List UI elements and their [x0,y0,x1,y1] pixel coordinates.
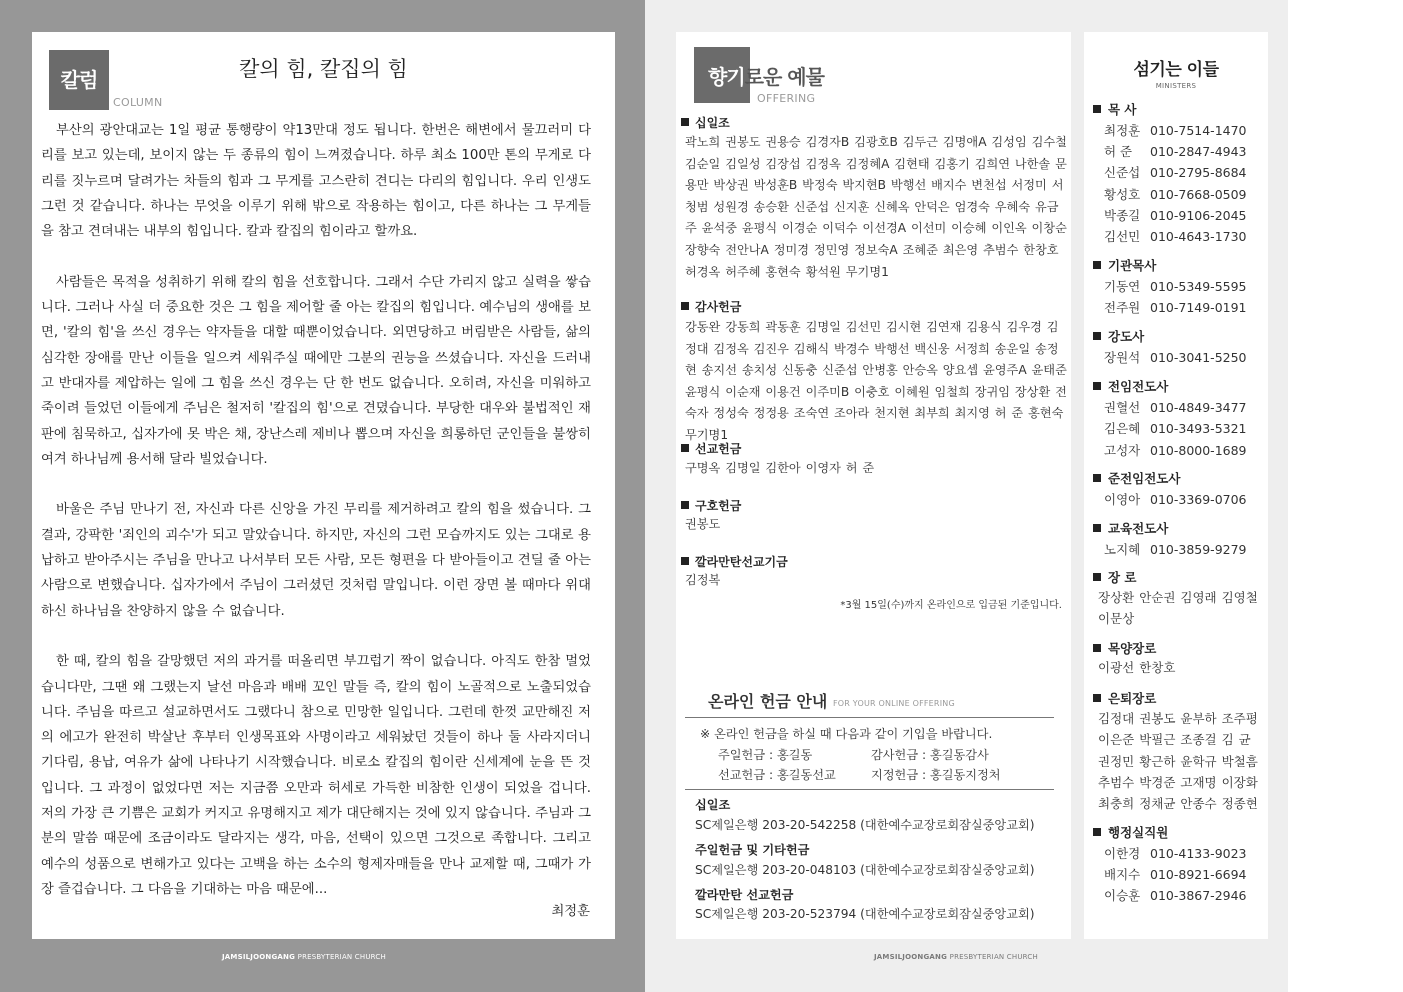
ministers-subtitle: MINISTERS [1155,82,1197,90]
minister-row: 기동연 010-5349-5595 [1104,279,1247,294]
divider [685,717,1054,718]
offering-page [676,32,1071,939]
minister-row: 권혈선 010-4849-3477 [1104,400,1247,415]
column-author: 최정훈 [551,904,590,919]
column-paragraph: 부산의 광안대교는 1일 평균 통행량이 약13만대 정도 됩니다. 한번은 해변에서 물끄러미 다리를 보고 있는데, 보이지 않는 두 종류의 힘이 느껴졌습니다. 하루 최소 100만 톤의 무게로 다리를 짓누르며 달려가는 차들의 힘과 그 무게를 고스란히 견디는 다리의 힘입니다. 우리 인생도 그런 것 같습니다. 하나는 무엇을 이루기 위해 밖으로 작용하는 힘이고, 다른 하나는 그 무게들을 참고 견뎌내는 내부의 힘입니다. 칼과 칼집의 힘이라고 할까요. [41,123,591,240]
minister-row: 황성호 010-7668-0509 [1104,187,1247,202]
square-bullet-icon [681,302,689,310]
example-row [718,765,1018,785]
offering-title-a: 향기 [708,65,745,89]
ministers-group-title: 행정실직원 [1093,823,1168,841]
offering-note: *3월 15일(수)까지 온라인으로 입금된 기준입니다. [840,600,1062,611]
account-number: SC제일은행 203-20-542258 (대한예수교장로회잠실중앙교회) [695,818,1035,832]
retired-elders-names: 김정대 권봉도 윤부하 조주평 이은준 박필근 조종걸 김 균 권정민 황근하 윤학규 박철흠 추범수 박경준 고재명 이장화 최충희 정채균 안종수 정종현 [1098,711,1258,812]
minister-row: 김선민 010-4643-1730 [1104,229,1247,244]
offering-section-title: 십일조 [681,114,730,131]
offering-title [708,61,824,90]
account-number: SC제일은행 203-20-048103 (대한예수교장로회잠실중앙교회) [695,863,1035,877]
column-title: 칼의 힘, 칼집의 힘 [239,57,408,81]
square-bullet-icon [1093,474,1101,482]
square-bullet-icon [1093,524,1101,532]
offering-section-names: 김정복 [685,573,721,587]
ministers-group-title: 기관목사 [1093,256,1156,274]
minister-row: 노지혜 010-3859-9279 [1104,542,1247,557]
shepherd-elders-names: 이광선 한창호 [1098,660,1176,675]
ministers-group-title: 장 로 [1093,568,1137,586]
footer-church-name-left [222,953,386,961]
offering-subtitle: OFFERING [757,92,816,105]
online-offering-subtitle: FOR YOUR ONLINE OFFERING [833,699,955,708]
ministers-title: 섬기는 이들 [1133,60,1219,80]
online-offering-examples [718,745,1018,785]
ministers-group-title: 목양장로 [1093,639,1156,657]
column-paragraph: 사람들은 목적을 성취하기 위해 칼의 힘을 선호합니다. 그래서 수단 가리지 않고 실력을 쌓습니다. 그러나 사실 더 중요한 것은 그 힘을 제어할 줄 아는 칼집의 힘입니다. 예수님의 생애를 보면, '칼의 힘'을 쓰신 경우는 약자들을 대할 때뿐이었습니다. 외면당하고 버림받은 사람들, 삶의 심각한 장애를 만난 이들을 일으켜 세워주실 때에만 그분의 권능을 쓰셨습니다. 자신을 드러내고 반대자를 제압하는 일에 그 힘을 쓰신 경우는 단 한 번도 없습니다. 오히려, 자신을 미워하고 죽이려 들었던 이들에게 주님은 철저히 '칼집의 힘'으로 견뎠습니다. 부당한 대우와 불법적인 재판에 침묵하고, 십자가에 못 박은 채, 장난스레 제비나 뽑으며 자신을 희롱하던 군인들을 불쌍히 여겨 하나님께 용서해 달라 빌었습니다. [41,274,591,467]
example-row [718,745,1018,765]
ministers-group-title: 은퇴장로 [1093,689,1156,707]
example-item: 선교헌금 : 홍길동선교 [718,768,836,782]
square-bullet-icon [1093,694,1101,702]
square-bullet-icon [681,118,689,126]
ministers-group-title: 목 사 [1093,100,1137,118]
square-bullet-icon [1093,573,1101,581]
square-bullet-icon [1093,644,1101,652]
online-offering-intro: ※ 온라인 헌금을 하실 때 다음과 같이 기입을 바랍니다. [700,727,993,741]
account-title: 주일헌금 및 기타헌금 [695,843,810,857]
square-bullet-icon [681,444,689,452]
footer-rest: PRESBYTERIAN CHURCH [949,953,1038,961]
ministers-group-title: 준전임전도사 [1093,469,1180,487]
elders-names: 장상환 안순권 김영래 김영철 이문상 [1098,590,1258,627]
minister-row: 신준섭 010-2795-8684 [1104,165,1247,180]
minister-row: 이한경 010-4133-9023 [1104,846,1247,861]
example-item: 지정헌금 : 홍길동지정처 [871,768,1001,782]
offering-section-title: 깔라만탄선교기금 [681,553,788,570]
account-number: SC제일은행 203-20-523794 (대한예수교장로회잠실중앙교회) [695,907,1035,921]
offering-section-title: 선교헌금 [681,440,741,457]
divider [685,789,1054,790]
ministers-group-title: 전임전도사 [1093,377,1168,395]
offering-section-title: 구호헌금 [681,497,741,514]
offering-section-names: 구명옥 김명일 김한아 이영자 허 준 [685,461,875,475]
account-title: 깔라만탄 선교헌금 [695,888,794,902]
account-title: 십일조 [695,798,731,812]
minister-row: 박종길 010-9106-2045 [1104,208,1247,223]
ministers-group-title: 강도사 [1093,327,1144,345]
footer-brand: JAMSILJOONGANG [222,953,296,961]
minister-row: 전주원 010-7149-0191 [1104,300,1247,315]
square-bullet-icon [1093,332,1101,340]
column-paragraph: 한 때, 칼의 힘을 갈망했던 저의 과거를 떠올리면 부끄럽기 짝이 없습니다. 아직도 한참 멀었습니다만, 그땐 왜 그랬는지 날선 마음과 배배 꼬인 말들 즉, 칼의 힘이 노골적으로 노출되었습니다. 주님을 따르고 설교하면서도 그랬다니 참으로 민망한 일입니다. 그런데 한껏 교만해진 저의 에고가 완전히 박살난 후부터 인생목표와 사명이라고 세워놨던 것들이 하나 둘 사라지더니 기다림, 용납, 여유가 삶에 나타나기 시작했습니다. 비로소 칼집의 힘이란 신세계에 눈을 뜬 것입니다. 그 과정이 없었다면 저는 지금쯤 오만과 허세로 가득한 비참한 인생이 되었을 겁니다. 저의 가장 큰 기쁨은 교회가 커지고 유명해지고 제가 대단해지는 것에 있지 않습니다. 주님과 그분의 말씀 때문에 조금이라도 달라지는 생각, 마음, 선택이 있으면 그것으로 족합니다. 그리고 예수의 성품으로 변해가고 있다는 고백을 하는 소수의 형제자매들을 만나 교제할 때, 그때가 가장 즐겁습니다. 그 다음을 기대하는 마음 때문에... [41,654,591,897]
minister-row: 고성자 010-8000-1689 [1104,443,1247,458]
minister-row: 최정훈 010-7514-1470 [1104,123,1247,138]
column-badge: 칼럼 [49,50,109,110]
minister-row: 이승훈 010-3867-2946 [1104,888,1247,903]
square-bullet-icon [1093,261,1101,269]
column-subtitle: COLUMN [113,96,163,109]
offering-title-b: 로운 예물 [744,65,824,89]
offering-section-names: 권봉도 [685,517,721,531]
offering-section-names: 강동완 강동희 곽동훈 김명일 김선민 김시현 김연재 김용식 김우경 김정대 김정옥 김진우 김해식 박경수 박행선 백신웅 서정희 송운일 송정현 송지선 송치성 신동충 신준섭 안병홍 안승옥 양요셉 윤영주A 윤태준 윤평식 이순재 이용건 이주미B 이충호 이혜원 임철희 장귀임 장상환 전숙자 정성숙 정정용 조숙연 조아라 천지현 최부희 최지영 허 준 홍현숙 무기명1 [685,320,1067,442]
example-item: 주일헌금 : 홍길동 [718,748,813,762]
offering-section-names: 곽노희 권봉도 권용승 김경자B 김광호B 김두근 김명애A 김성임 김수철 김순일 김일성 김장섭 김정옥 김정혜A 김현태 김홍기 김희연 나한솔 문용만 박상권 박성훈B 박정숙 박지현B 박행선 배지수 변천섭 서정미 서청범 성원경 송승환 신준섭 신지훈 신혜옥 안덕은 엄경숙 우혜숙 유금주 윤석중 윤평식 이경순 이덕수 이선경A 이선미 이승혜 이인옥 이창순 장향숙 전안나A 정미경 정민영 정보숙A 조혜준 최은영 추범수 한창호 허경옥 허주혜 홍현숙 황석원 무기명1 [685,135,1067,279]
square-bullet-icon [1093,828,1101,836]
minister-row: 허 준 010-2847-4943 [1104,144,1247,159]
minister-row: 장원석 010-3041-5250 [1104,350,1247,365]
column-body [41,118,591,902]
column-paragraph: 바울은 주님 만나기 전, 자신과 다른 신앙을 가진 무리를 제거하려고 칼의 힘을 썼습니다. 그 결과, 강팍한 '죄인의 괴수'가 되고 말았습니다. 하지만, 자신의 그런 모습까지도 있는 그대로 용납하고 받아주시는 주님을 만나고 나서부터 모든 사람, 모든 형편을 다 받아들이고 견딜 줄 아는 사람으로 변했습니다. 십자가에서 주님이 그러셨던 것처럼 말입니다. 이런 장면 볼 때마다 위대하신 하나님을 찬양하지 않을 수 없습니다. [41,502,591,619]
ministers-group-title: 교육전도사 [1093,519,1168,537]
footer-brand: JAMSILJOONGANG [874,953,948,961]
ministers-page [1084,32,1268,939]
offering-section-title: 감사헌금 [681,298,741,315]
column-page [32,32,615,939]
example-item: 감사헌금 : 홍길동감사 [871,748,989,762]
square-bullet-icon [681,501,689,509]
online-offering-title: 온라인 헌금 안내 [708,692,828,711]
minister-row: 김은혜 010-3493-5321 [1104,421,1247,436]
footer-church-name-right [874,953,1038,961]
square-bullet-icon [1093,382,1101,390]
minister-row: 이영아 010-3369-0706 [1104,492,1247,507]
footer-rest: PRESBYTERIAN CHURCH [297,953,386,961]
square-bullet-icon [1093,105,1101,113]
square-bullet-icon [681,557,689,565]
minister-row: 배지수 010-8921-6694 [1104,867,1247,882]
